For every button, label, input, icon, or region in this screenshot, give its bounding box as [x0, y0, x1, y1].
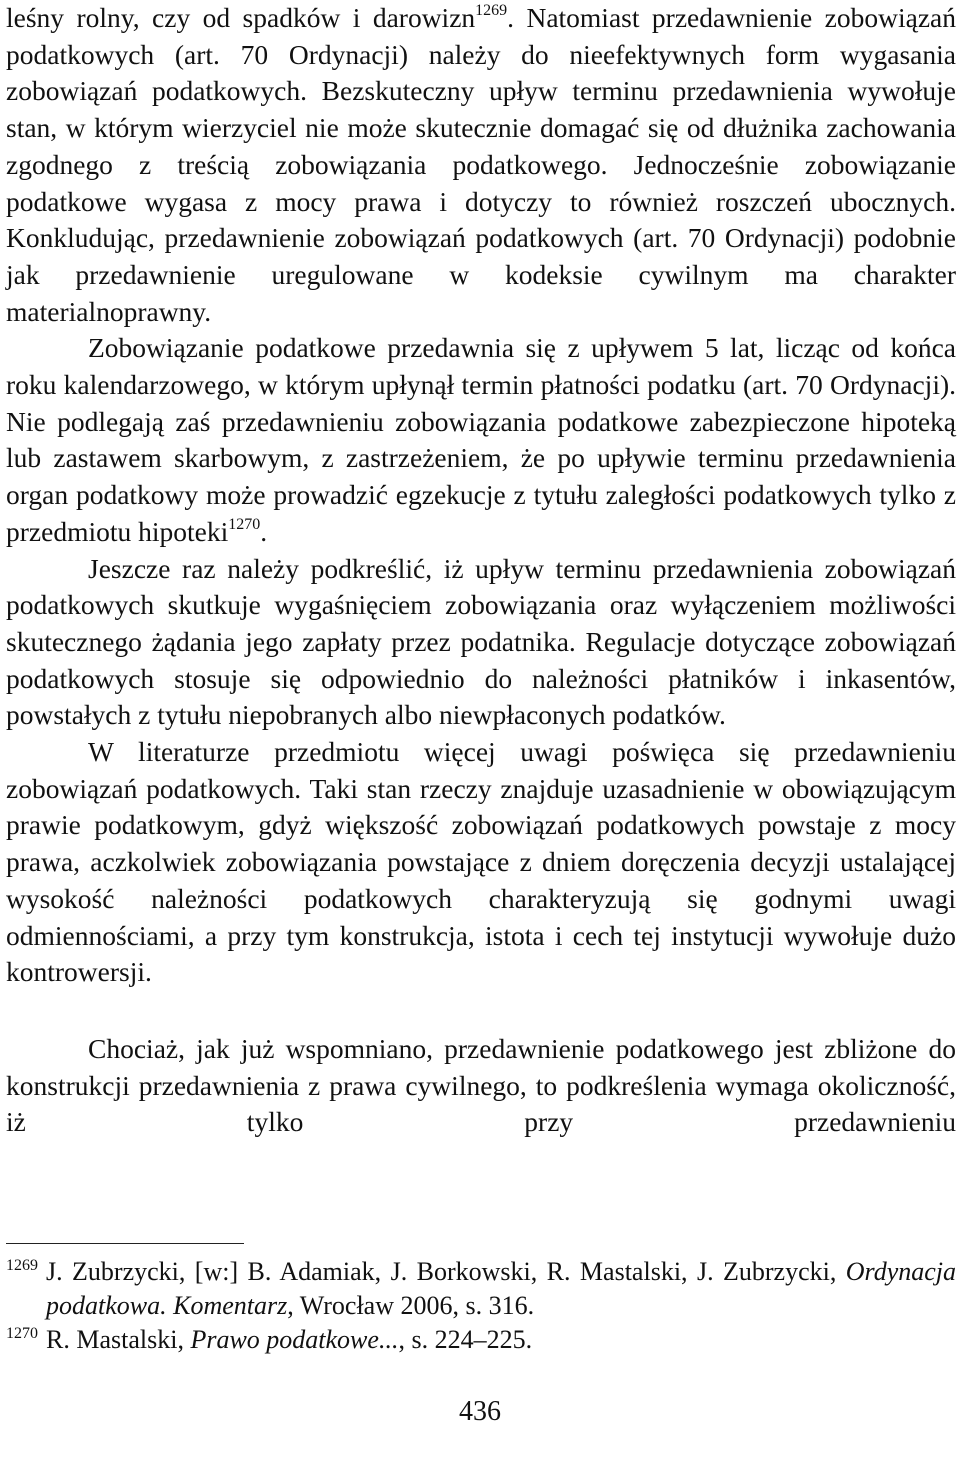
paragraph-2-text-b: . [260, 515, 268, 547]
paragraph-1-text-b: . Natomiast przedawnienie zobowiązań podatkowych (art. 70 Ordynacji) należy do nieefektywnych form wygasania zobowiązań podatkowych. Bezskuteczny upływ terminu przedawnienia wywołuje stan, w którym wierzyciel nie może skutecznie domagać się od dłużnika zachowania zgodnego z treścią zobowiązania podatkowego. Jednocześnie zobowiązanie podatkowe wygasa z mocy prawa i dotyczy to również roszczeń ubocznych. Konkludując, przedawnienie zobowiązań podatkowych (art. 70 Ordynacji) podobnie jak przedawnienie uregulowane w kodeksie cywilnym ma charakter materialnoprawny. [6, 2, 957, 327]
footnotes [6, 1255, 956, 1357]
page-body [6, 0, 956, 1141]
footnote-1269 [6, 1255, 956, 1323]
footnote-rest: , Wrocław 2006, s. 316. [287, 1291, 535, 1320]
footnote-number: 1269 [6, 1257, 38, 1274]
footnote-ref-1270[interactable]: 1270 [228, 515, 261, 533]
footnote-title: Ordynacja podatkowa. Komentarz [46, 1257, 956, 1320]
paragraph-3: Jeszcze raz należy podkreślić, iż upływ terminu przedawnienia zobowiązań podatkowych skutkuje wygaśnięciem zobowiązania oraz wyłączeniem możliwości skutecznego żądania jego zapłaty przez podatnika. Regulacje dotyczące zobowiązań podatkowych stosuje się odpowiednio do należności płatników i inkasentów, powstałych z tytułu niepobranych albo niewpłaconych podatków. [6, 552, 956, 731]
footnote-separator [6, 1243, 244, 1244]
footnote-number: 1270 [6, 1325, 38, 1342]
paragraph-5: Chociaż, jak już wspomniano, przedawnienie podatkowego jest zbliżone do konstrukcji przedawnienia z prawa cywilnego, to podkreślenia wymaga okoliczność, iż tylko przy przedawnieniu [6, 1032, 956, 1138]
page-number: 436 [459, 1396, 501, 1427]
paragraph-4: W literaturze przedmiotu więcej uwagi poświęca się przedawnieniu zobowiązań podatkowych. Taki stan rzeczy znajduje uzasadnienie w obowiązującym prawie podatkowym, gdyż większość zobowiązań podatkowych powstaje z mocy prawa, aczkolwiek zobowiązania powstające z dniem doręczenia decyzji ustalającej wysokość należności podatkowych charakteryzują się godnymi uwagi odmiennościami, a przy tym konstrukcja, istota i cech tej instytucji wywołuje dużo kontrowersji. [6, 736, 956, 988]
paragraph-1-text-a: leśny rolny, czy od spadków i darowizn [6, 2, 476, 33]
footnote-1270 [6, 1323, 956, 1357]
paragraph-1 [6, 0, 956, 330]
paragraph-spacer [6, 991, 956, 1031]
footnote-ref-1269[interactable]: 1269 [475, 1, 508, 19]
paragraph-2-text-a: Zobowiązanie podatkowe przedawnia się z upływem 5 lat, licząc od końca roku kalendarzowego, w którym upłynął termin płatności podatku (art. 70 Ordynacji). Nie podlegają zaś przedawnieniu zobowiązania podatkowe zabezpieczone hipoteką lub zastawem skarbowym, z zastrzeżeniem, że po upływie terminu przedawnienia organ podatkowy może prowadzić egzekucje z tytułu zaległości podatkowych tylko z przedmiotu hipoteki [6, 332, 956, 547]
footnote-rest: , s. 224–225. [398, 1325, 533, 1354]
footnote-authors: J. Zubrzycki, [w:] B. Adamiak, J. Borkowski, R. Mastalski, J. Zubrzycki, [46, 1257, 837, 1286]
footnote-title: Prawo podatkowe... [190, 1325, 399, 1354]
paragraph-2 [6, 330, 956, 550]
footnote-authors: R. Mastalski, [46, 1325, 184, 1354]
